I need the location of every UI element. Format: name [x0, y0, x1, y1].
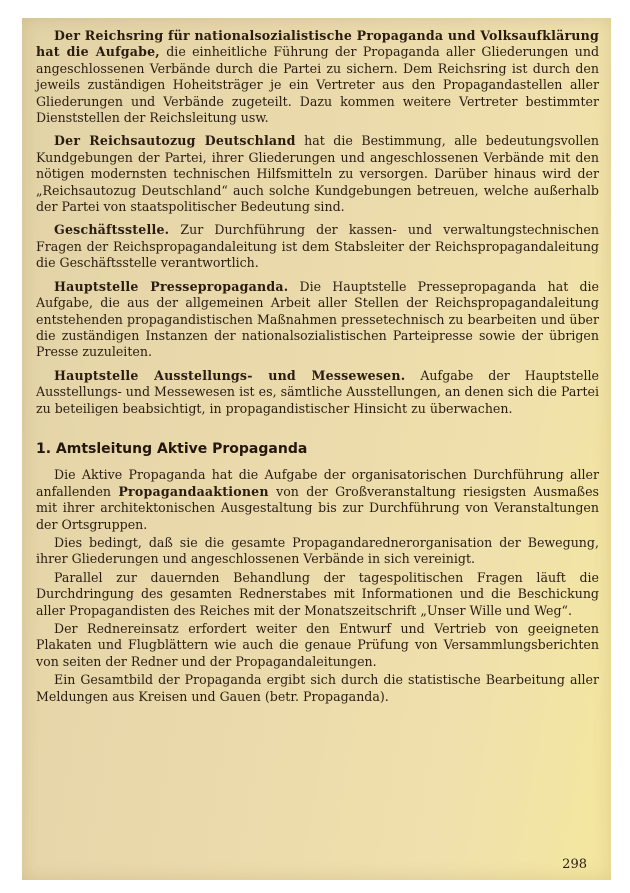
paragraph-text: Aufgabe der Hauptstelle Ausstellungs- und Messewesen ist es, sämtliche Ausstellungen, an denen sich die Partei zu beteiligen beabsichtigt, in propagandistischer Hinsicht zu überwachen.: [36, 367, 599, 416]
paragraph-text: Die Hauptstelle Pressepropaganda hat die Aufgabe, die aus der allgemeinen Arbeit aller Stellen der Reichspropagandaleitung entstehenden propagandistischen Maßnahmen pressetechnisch zu bearbeiten und über die zuständigen Instanzen der nationalsozialistischen Parteipresse sowie der übrigen Presse zuzuleiten.: [36, 278, 599, 360]
section-heading: 1. Amtsleitung Aktive Propaganda: [36, 440, 308, 457]
section-paragraph: [36, 535, 599, 568]
paragraph-text: Zur Durchführung der kassen- und verwaltungstechnischen Fragen der Reichspropagandaleitung ist dem Stabsleiter der Reichspropagandaleitung die Geschäftsstelle verantwortlich.: [36, 222, 599, 271]
section-paragraph: [36, 570, 599, 619]
paragraph-lead: Der Reichsautozug Deutschland: [54, 133, 296, 149]
paragraph-text: Ein Gesamtbild der Propaganda ergibt sich durch die statistische Bearbeitung aller Meldungen aus Kreisen und Gauen (betr. Propaganda).: [36, 672, 599, 704]
paragraph-lead: Geschäftsstelle.: [54, 222, 170, 238]
scanned-book-page: [22, 18, 611, 880]
section-paragraph: [36, 621, 599, 670]
paragraph-ausstellungswesen: [36, 368, 599, 417]
paragraph-pressepropaganda: [36, 279, 599, 361]
page-body: [36, 28, 599, 707]
paragraph-text: von der Großveranstaltung riesigsten Ausmaßes mit ihrer architektonischen Ausgestaltung bis zur Durchführung von Veranstaltungen der Ortsgruppen.: [36, 483, 599, 532]
paragraph-reichsring: [36, 28, 599, 126]
paragraph-text: Dies bedingt, daß sie die gesamte Propagandarednerorganisation der Bewegung, ihrer Gliederungen und angeschlossenen Verbände in sich vereinigt.: [36, 534, 599, 567]
section-paragraph: [36, 672, 599, 705]
paragraph-lead: Hauptstelle Ausstellungs- und Messewesen.: [54, 367, 406, 383]
paragraph-emphasis: Propagandaaktionen: [118, 483, 269, 499]
page-number: 298: [562, 857, 587, 872]
paragraph-reichsautozug: [36, 133, 599, 215]
section-paragraph: [36, 467, 599, 533]
paragraph-text: die einheitliche Führung der Propaganda aller Gliederungen und angeschlossenen Verbände durch die Partei zu sichern. Dem Reichsring ist durch den jeweils zuständigen Hoheitsträger je ein Vertreter aus den Propagandastellen aller Gliederungen und Verbände zugeteilt. Dazu kommen weitere Vertreter bestimmter Dienststellen der Reichsleitung usw.: [36, 44, 600, 126]
paragraph-lead: Hauptstelle Pressepropaganda.: [54, 278, 289, 294]
paragraph-text: hat die Bestimmung, alle bedeutungsvollen Kundgebungen der Partei, ihrer Gliederungen und angeschlossenen Verbände mit den nötigen modernsten technischen Hilfsmitteln zu versorgen. Darüber hinaus wird der „Reichsautozug Deutschland“ auch solche Kundgebungen betreuen, welche außerhalb der Partei von staatspolitischer Bedeutung sind.: [36, 133, 599, 215]
paragraph-text: Die Aktive Propaganda hat die Aufgabe der organisatorischen Durchführung aller anfallenden: [36, 467, 599, 499]
paragraph-text: Parallel zur dauernden Behandlung der tagespolitischen Fragen läuft die Durchdringung des gesamten Rednerstabes mit Informationen und die Beschickung aller Propagandisten des Reiches mit der Monatszeitschrift „Unser Wille und Weg“.: [36, 569, 599, 618]
paragraph-text: Der Rednereinsatz erfordert weiter den Entwurf und Vertrieb von geeigneten Plakaten und Flugblättern wie auch die genaue Prüfung von Versammlungsberichten von seiten der Redner und der Propagandaleitungen.: [36, 621, 599, 669]
paragraph-geschaeftsstelle: [36, 222, 599, 271]
paragraph-lead: Der Reichsring für nationalsozialistische Propaganda und Volksaufklärung hat die Aufgabe,: [36, 28, 599, 60]
